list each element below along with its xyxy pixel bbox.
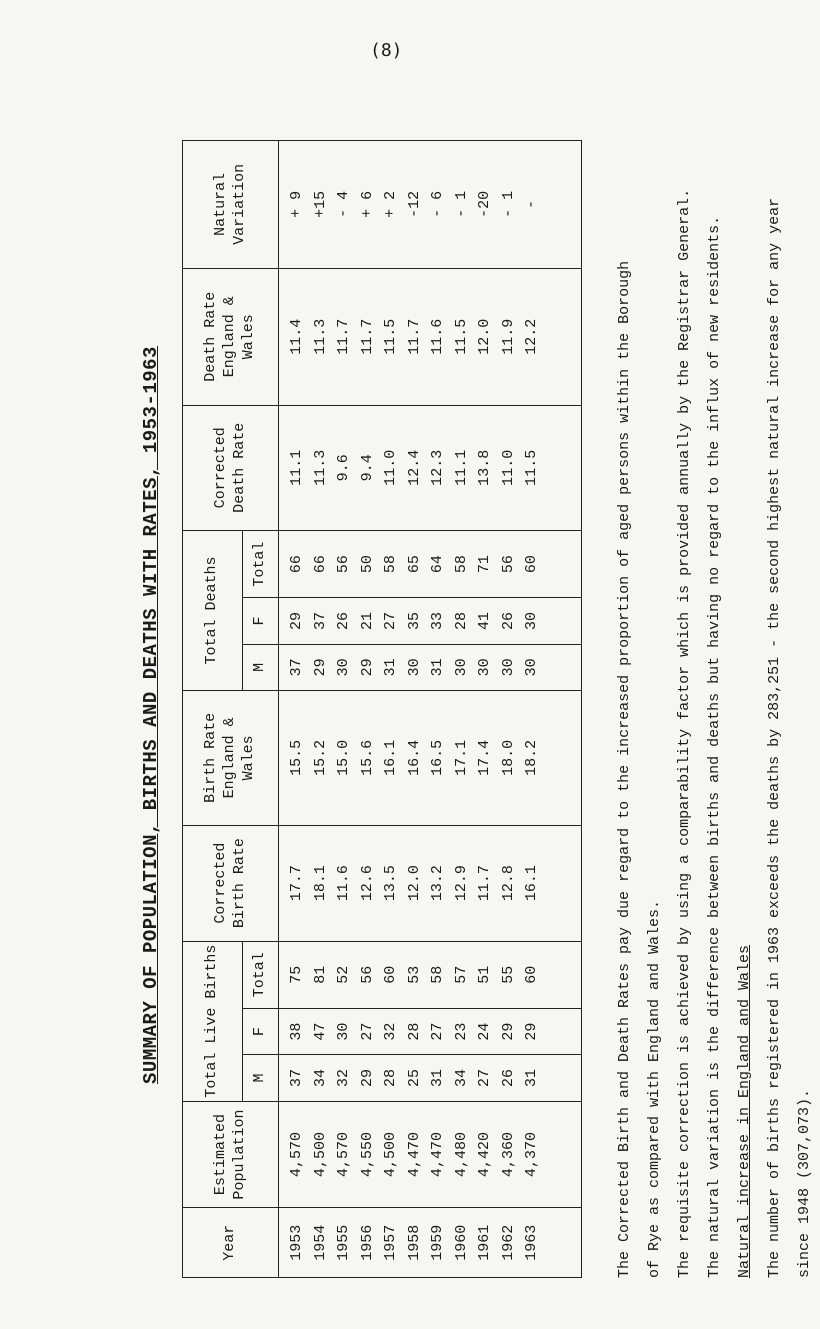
table-cell: 4,470 bbox=[405, 1132, 423, 1178]
table-cell: 58 bbox=[382, 555, 399, 574]
table-cell: 16.1 bbox=[382, 739, 399, 776]
table-cell: 11.4 bbox=[288, 318, 305, 355]
table-cell: 60 bbox=[523, 555, 540, 574]
table-cell: 12.2 bbox=[523, 318, 540, 355]
table-cell: 27 bbox=[429, 1022, 446, 1041]
table-cell: +15 bbox=[311, 190, 329, 218]
table-cell: 12.9 bbox=[452, 865, 470, 902]
column-deaths-m bbox=[279, 644, 582, 690]
table-cell: 12.6 bbox=[358, 865, 376, 902]
table-cell: 1957 bbox=[382, 1224, 399, 1261]
note-line: The requisite correction is achieved by using a comparability factor which is provided annually by the Registrar General. bbox=[676, 188, 693, 1278]
table-cell: 27 bbox=[476, 1068, 493, 1087]
header-corrected-birth-rate: Corrected Birth Rate bbox=[183, 825, 279, 941]
table-cell: 1953 bbox=[288, 1224, 305, 1261]
table-cell: 1955 bbox=[335, 1224, 352, 1261]
table-cell: 31 bbox=[382, 658, 399, 677]
table-cell: 13.2 bbox=[429, 865, 446, 902]
table-cell: 15.5 bbox=[288, 739, 305, 776]
table-cell: 23 bbox=[452, 1022, 470, 1041]
table-cell: 27 bbox=[382, 611, 399, 630]
table-cell: 11.6 bbox=[429, 318, 446, 355]
table-cell: 75 bbox=[288, 965, 305, 984]
table-cell: 51 bbox=[476, 965, 493, 984]
table-cell: 18.2 bbox=[523, 739, 540, 776]
table-cell: 55 bbox=[499, 965, 517, 984]
table-cell: 11.7 bbox=[358, 318, 376, 355]
table-cell: - bbox=[523, 199, 540, 209]
note-line: of Rye as compared with England and Wales. bbox=[646, 899, 663, 1278]
table-cell: - 1 bbox=[452, 190, 470, 218]
table-cell: 15.2 bbox=[311, 739, 329, 776]
table-cell: 31 bbox=[523, 1068, 540, 1087]
table-cell: 18.1 bbox=[311, 865, 329, 902]
table-cell: 1960 bbox=[452, 1224, 470, 1261]
table-cell: 50 bbox=[358, 555, 376, 574]
table-cell: 60 bbox=[382, 965, 399, 984]
notes bbox=[610, 108, 820, 1278]
table-cell: -12 bbox=[405, 190, 423, 218]
table-cell: 1956 bbox=[358, 1224, 376, 1261]
table-cell: 71 bbox=[476, 555, 493, 574]
table-cell: 4,480 bbox=[452, 1132, 470, 1178]
table-cell: 12.4 bbox=[405, 449, 423, 486]
header-live-births: Total Live Births bbox=[183, 941, 243, 1101]
table-cell: 31 bbox=[429, 658, 446, 677]
header-natural-variation: Natural Variation bbox=[183, 141, 279, 269]
table-cell: 1959 bbox=[429, 1224, 446, 1261]
table-cell: 21 bbox=[358, 611, 376, 630]
table-cell: 81 bbox=[311, 965, 329, 984]
header-year: Year bbox=[183, 1208, 279, 1278]
table-cell: 12.0 bbox=[405, 865, 423, 902]
table-cell: 29 bbox=[499, 1022, 517, 1041]
table-cell: 30 bbox=[523, 611, 540, 630]
table-cell: 1954 bbox=[311, 1224, 329, 1261]
table-cell: - 6 bbox=[429, 190, 446, 218]
table-cell: 11.9 bbox=[499, 318, 517, 355]
header-population: Estimated Population bbox=[183, 1101, 279, 1208]
table-cell: 30 bbox=[499, 658, 517, 677]
table-cell: 13.5 bbox=[382, 865, 399, 902]
table-cell: 12.8 bbox=[499, 865, 517, 902]
table-cell: 29 bbox=[523, 1022, 540, 1041]
table-cell: 35 bbox=[405, 611, 423, 630]
table-cell: 11.0 bbox=[382, 449, 399, 486]
table-cell: 37 bbox=[288, 1068, 305, 1087]
table-cell: 1958 bbox=[405, 1224, 423, 1261]
table-cell: 38 bbox=[288, 1022, 305, 1041]
table-cell: 11.3 bbox=[311, 449, 329, 486]
table-cell: 26 bbox=[499, 611, 517, 630]
header-deaths-m: M bbox=[243, 644, 279, 690]
table-cell: 66 bbox=[288, 555, 305, 574]
table-cell: 60 bbox=[523, 965, 540, 984]
header-deaths-total: Total bbox=[243, 530, 279, 597]
note-line: The natural variation is the difference between births and deaths but having no regard to the influx of new residents. bbox=[706, 215, 723, 1278]
column-births-total bbox=[279, 941, 582, 1008]
table-cell: 30 bbox=[405, 658, 423, 677]
column-year bbox=[279, 1208, 582, 1278]
table-cell: 17.7 bbox=[288, 865, 305, 902]
table-cell: 30 bbox=[476, 658, 493, 677]
table-cell: 11.3 bbox=[311, 318, 329, 355]
table-cell: 11.5 bbox=[523, 449, 540, 486]
summary-table bbox=[182, 140, 582, 1278]
page-number: (8) bbox=[370, 40, 403, 61]
table-cell: 57 bbox=[452, 965, 470, 984]
table-cell: 17.1 bbox=[452, 739, 470, 776]
table-cell: 4,470 bbox=[429, 1132, 446, 1178]
column-corr-birth-rate bbox=[279, 825, 582, 941]
header-death-rate-ew: Death Rate England & Wales bbox=[183, 268, 279, 405]
header-birth-rate-ew: Birth Rate England & Wales bbox=[183, 691, 279, 826]
table-cell: 29 bbox=[288, 611, 305, 630]
table-cell: 16.5 bbox=[429, 739, 446, 776]
table-cell: 13.8 bbox=[476, 449, 493, 486]
table-cell: 47 bbox=[311, 1022, 329, 1041]
table-cell: 11.5 bbox=[452, 318, 470, 355]
column-natural-variation bbox=[279, 141, 582, 269]
table-cell: 4,500 bbox=[382, 1132, 399, 1178]
column-population bbox=[279, 1101, 582, 1208]
table-cell: 37 bbox=[311, 611, 329, 630]
column-deaths-f bbox=[279, 598, 582, 644]
table-cell: 29 bbox=[358, 658, 376, 677]
table-cell: 4,360 bbox=[499, 1132, 517, 1178]
table-cell: 53 bbox=[405, 965, 423, 984]
table-cell: 58 bbox=[429, 965, 446, 984]
header-births-total: Total bbox=[243, 941, 279, 1008]
table-body bbox=[279, 141, 582, 1278]
header-deaths-f: F bbox=[243, 598, 279, 644]
table-cell: 28 bbox=[405, 1022, 423, 1041]
table-cell: 30 bbox=[335, 658, 352, 677]
table-cell: 30 bbox=[523, 658, 540, 677]
page-title: SUMMARY OF POPULATION, BIRTHS AND DEATHS WITH RATES, 1953-1963 bbox=[140, 346, 162, 1084]
table-cell: 9.6 bbox=[335, 454, 352, 482]
note-line: The number of births registered in 1963 exceeds the deaths by 283,251 - the second highest natural increase for any year bbox=[766, 197, 783, 1278]
table-cell: 30 bbox=[452, 658, 470, 677]
column-births-m bbox=[279, 1055, 582, 1101]
table-cell: 12.3 bbox=[429, 449, 446, 486]
table-cell: 66 bbox=[311, 555, 329, 574]
table-cell: - 4 bbox=[335, 190, 352, 218]
header-births-f: F bbox=[243, 1008, 279, 1054]
table-cell: 11.5 bbox=[382, 318, 399, 355]
table-cell: 15.0 bbox=[335, 739, 352, 776]
table-cell: 11.7 bbox=[476, 865, 493, 902]
table-cell: + 2 bbox=[382, 190, 399, 218]
table-cell: 4,570 bbox=[335, 1132, 352, 1178]
table-cell: 11.6 bbox=[335, 865, 352, 902]
table-cell: 11.1 bbox=[288, 449, 305, 486]
table-cell: 1961 bbox=[476, 1224, 493, 1261]
table-cell: 4,570 bbox=[288, 1132, 305, 1178]
header-total-deaths: Total Deaths bbox=[183, 530, 243, 690]
table-cell: - 1 bbox=[499, 190, 517, 218]
table-cell: 26 bbox=[499, 1068, 517, 1087]
table-cell: 4,370 bbox=[523, 1132, 540, 1178]
rotated-page bbox=[140, 90, 813, 1290]
table-cell: 34 bbox=[452, 1068, 470, 1087]
table-cell: 56 bbox=[499, 555, 517, 574]
table-cell: 11.7 bbox=[335, 318, 352, 355]
table-cell: 1962 bbox=[499, 1224, 517, 1261]
table-cell: 25 bbox=[405, 1068, 423, 1087]
table-cell: 4,420 bbox=[476, 1132, 493, 1178]
table-cell: 29 bbox=[311, 658, 329, 677]
table-row bbox=[279, 141, 582, 1278]
table-cell: 16.1 bbox=[523, 865, 540, 902]
table-cell: 56 bbox=[335, 555, 352, 574]
table-cell: 58 bbox=[452, 555, 470, 574]
table-cell: 4,550 bbox=[358, 1132, 376, 1178]
table-cell: + 9 bbox=[288, 190, 305, 218]
table-cell: 24 bbox=[476, 1022, 493, 1041]
table-cell: 1963 bbox=[523, 1224, 540, 1261]
table-cell: 26 bbox=[335, 611, 352, 630]
table-cell: 27 bbox=[358, 1022, 376, 1041]
table-cell: 29 bbox=[358, 1068, 376, 1087]
table-cell: 16.4 bbox=[405, 739, 423, 776]
note-line: since 1948 (307,073). bbox=[796, 1088, 813, 1278]
table-cell: 37 bbox=[288, 658, 305, 677]
table-cell: 12.0 bbox=[476, 318, 493, 355]
table-cell: 65 bbox=[405, 555, 423, 574]
table-cell: 17.4 bbox=[476, 739, 493, 776]
table-cell: -20 bbox=[476, 190, 493, 218]
header-births-m: M bbox=[243, 1055, 279, 1101]
table-cell: 4,500 bbox=[311, 1132, 329, 1178]
table-cell: 32 bbox=[382, 1022, 399, 1041]
column-birth-rate-ew bbox=[279, 691, 582, 826]
table-cell: 28 bbox=[382, 1068, 399, 1087]
table-cell: 31 bbox=[429, 1068, 446, 1087]
column-deaths-total bbox=[279, 530, 582, 597]
table-cell: 33 bbox=[429, 611, 446, 630]
table-cell: 15.6 bbox=[358, 739, 376, 776]
table-cell: 11.1 bbox=[452, 449, 470, 486]
note-subheading: Natural increase in England and Wales bbox=[736, 944, 753, 1278]
column-death-rate-ew bbox=[279, 268, 582, 405]
table-cell: 18.0 bbox=[499, 739, 517, 776]
table-cell: 34 bbox=[311, 1068, 329, 1087]
table-cell: 11.0 bbox=[499, 449, 517, 486]
table-cell: 56 bbox=[358, 965, 376, 984]
table-cell: 64 bbox=[429, 555, 446, 574]
note-line: The Corrected Birth and Death Rates pay due regard to the increased proportion of aged persons within the Borough bbox=[616, 260, 633, 1278]
header-corrected-death-rate: Corrected Death Rate bbox=[183, 405, 279, 530]
column-births-f bbox=[279, 1008, 582, 1054]
table-cell: 41 bbox=[476, 611, 493, 630]
table-cell: + 6 bbox=[358, 190, 376, 218]
table-cell: 11.7 bbox=[405, 318, 423, 355]
table-cell: 32 bbox=[335, 1068, 352, 1087]
table-cell: 28 bbox=[452, 611, 470, 630]
column-corr-death-rate bbox=[279, 405, 582, 530]
table-cell: 30 bbox=[335, 1022, 352, 1041]
table-cell: 52 bbox=[335, 965, 352, 984]
table-cell: 9.4 bbox=[358, 454, 376, 482]
